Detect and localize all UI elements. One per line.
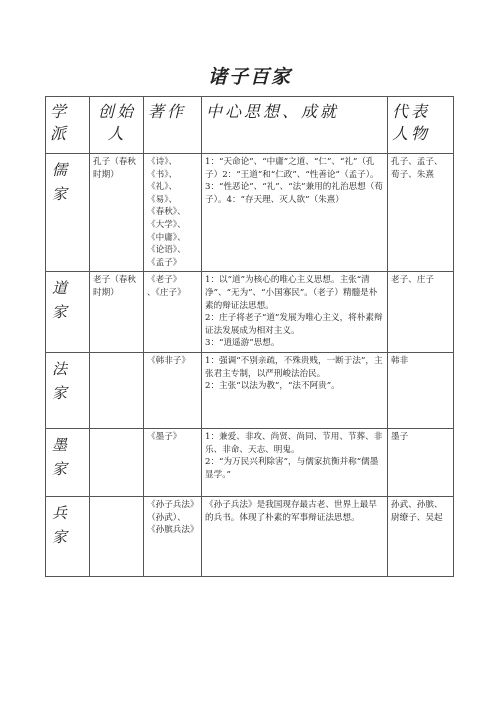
thought-cell: 1：兼爱、非攻、尚贤、尚同、节用、节葬、非乐、非命、天志、明鬼。 2：“为万民兴利除害”，与儒家抗衡并称“儒墨显学。” [202, 428, 388, 496]
header-school: 学 派 [46, 97, 90, 154]
representatives-cell: 老子、庄子 [388, 272, 454, 353]
table-header-row [46, 97, 454, 154]
founder-cell [90, 496, 144, 576]
school-cell: 道 家 [46, 272, 90, 353]
school-cell: 法 家 [46, 352, 90, 428]
table-row [46, 272, 454, 353]
founder-cell: 孔子（春秋时期） [90, 154, 144, 272]
works-cell: 《老子》 、《庄子》 [144, 272, 202, 353]
page-title: 诸子百家 [207, 66, 292, 88]
founder-cell: 老子（春秋时期） [90, 272, 144, 353]
thought-cell: 1：“天命论”、“中庸”之道、“仁”、“礼”（孔子）2：“王道”和“仁政”、“性善论”（孟子）。 3：“性恶论”、“礼”、“法”兼用的礼治思想（荀子）。4：“存天理、灭人欲”（朱熹） [202, 154, 388, 272]
header-founder: 创始 人 [90, 97, 144, 154]
founder-cell [90, 352, 144, 428]
header-thought: 中心思想、成就 [202, 97, 388, 154]
works-cell: 《孙子兵法》 （孙武）、 《孙膑兵法》 [144, 496, 202, 576]
schools-table [45, 96, 454, 577]
works-cell: 《墨子》 [144, 428, 202, 496]
works-cell: 《诗》、 《书》、 《礼》、 《易》、 《春秋》、 《大学》、 《中庸》、 《论语》、 《孟子》 [144, 154, 202, 272]
header-representatives: 代表 人物 [388, 97, 454, 154]
school-cell: 墨 家 [46, 428, 90, 496]
representatives-cell: 孔子、孟子、荀子、朱熹 [388, 154, 454, 272]
table-row [46, 496, 454, 576]
table-row [46, 428, 454, 496]
thought-cell: 1：强调“不别亲疏，不殊贵贱，一断于法”，主张君主专制，以严刑峻法治民。 2：主张“以法为教”，“法不阿贵”。 [202, 352, 388, 428]
thought-cell: 1：以“道”为核心的唯心主义思想。主张“清净”、“无为”、“小国寡民”。（老子）精髓是朴素的辩证法思想。 2：庄子将老子“道”发展为唯心主义，将朴素辩证法发展成为相对主义。 3：“逍遥游”思想。 [202, 272, 388, 353]
founder-cell [90, 428, 144, 496]
school-cell: 兵 家 [46, 496, 90, 576]
header-works: 著作 [144, 97, 202, 154]
table-row [46, 154, 454, 272]
school-cell: 儒 家 [46, 154, 90, 272]
works-cell: 《韩非子》 [144, 352, 202, 428]
representatives-cell: 墨子 [388, 428, 454, 496]
thought-cell: 《孙子兵法》是我国现存最古老、世界上最早的兵书。体现了朴素的军事辩证法思想。 [202, 496, 388, 576]
representatives-cell: 韩非 [388, 352, 454, 428]
table-row [46, 352, 454, 428]
representatives-cell: 孙武、孙膑、尉缭子、吴起 [388, 496, 454, 576]
